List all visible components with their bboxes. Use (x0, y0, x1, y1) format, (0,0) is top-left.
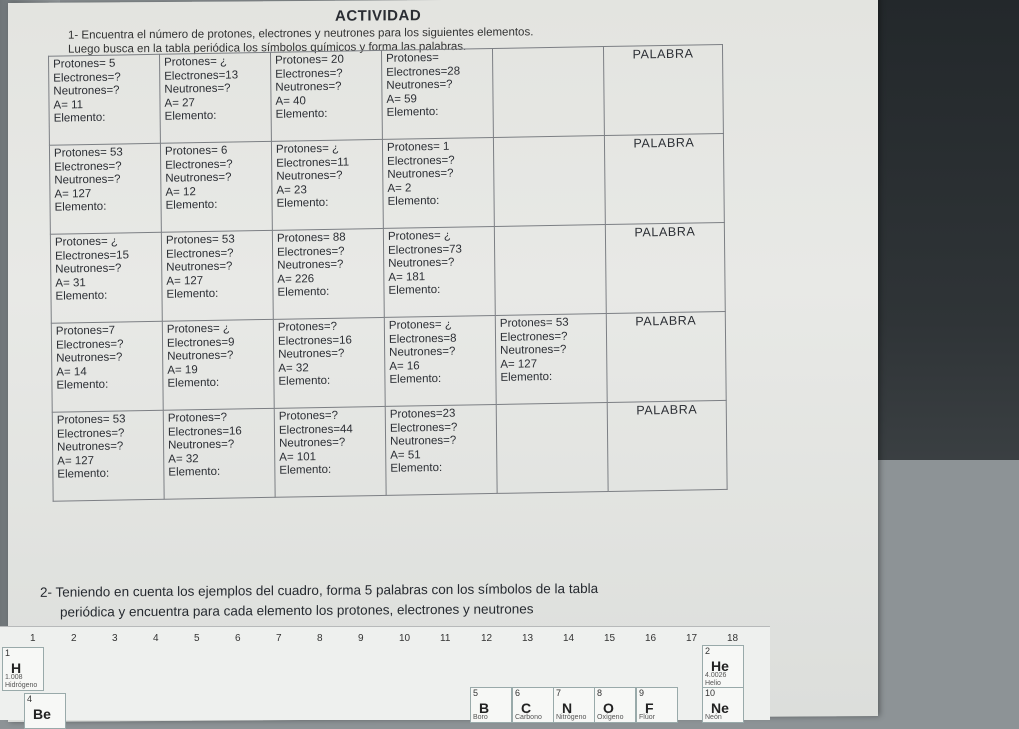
group-number: 5 (194, 633, 200, 644)
cell-line: A= 16 (389, 359, 420, 373)
cell-line: A= 101 (279, 450, 317, 464)
cell-line: Electrones=? (55, 337, 124, 352)
cell-line: Neutrones=? (166, 260, 233, 274)
cell-line: Neutrones=? (53, 84, 120, 98)
element-tile (24, 693, 66, 729)
element-cell (271, 139, 383, 230)
cell-line: Neutrones=? (164, 82, 231, 96)
word-cell: PALABRA (605, 222, 725, 313)
question-2 (40, 579, 598, 623)
cell-line: Protones=? (167, 411, 228, 425)
element-name: Helio (705, 680, 721, 687)
cell-line: Neutrones=? (54, 173, 121, 187)
element-cell (52, 410, 164, 501)
cell-line: Electrones=28 (386, 65, 461, 79)
element-tile (594, 687, 636, 723)
cell-line (497, 49, 599, 51)
cell-line: Protones= ¿ (387, 229, 451, 243)
cell-line: Electrones=? (166, 247, 234, 261)
cell-line: Protones= 6 (164, 144, 228, 158)
element-name: Boro (473, 714, 488, 721)
exercise-row (52, 400, 727, 501)
cell-line (497, 49, 599, 51)
element-num: 8 (597, 688, 603, 698)
cell-line: A= 127 (54, 187, 92, 201)
cell-line: Elemento: (166, 287, 219, 301)
cell-line: Protones= ¿ (164, 55, 228, 69)
cell-line: Elemento: (279, 463, 332, 477)
element-name: Carbono (515, 714, 542, 721)
element-mass: 1.008 (5, 674, 23, 681)
cell-line: A= 40 (275, 94, 306, 108)
group-number: 8 (317, 633, 323, 644)
cell-line (497, 49, 599, 51)
cell-line (499, 227, 601, 229)
cell-line: A= 23 (276, 183, 307, 197)
group-number: 11 (440, 633, 451, 644)
cell-line: Electrones=? (54, 159, 122, 174)
element-cell (51, 321, 163, 412)
element-name: Flúor (639, 714, 655, 721)
cell-line: Protones= 53 (499, 316, 569, 330)
element-tile (702, 687, 744, 723)
element-num: 7 (556, 688, 562, 698)
cell-line (501, 405, 603, 407)
cell-line: Electrones=44 (278, 422, 353, 437)
element-num: 6 (515, 688, 521, 698)
word-cell: PALABRA (604, 133, 724, 224)
element-tile (636, 687, 678, 723)
element-name: Oxígeno (597, 714, 624, 721)
cell-line: A= 59 (386, 92, 417, 106)
element-name: Hidrógeno (5, 682, 38, 689)
element-cell (381, 48, 493, 139)
element-cell (161, 230, 273, 321)
group-number: 4 (153, 633, 159, 644)
element-cell (492, 47, 604, 138)
element-name: Neón (705, 714, 722, 721)
cell-line: Elemento: (388, 283, 441, 297)
cell-line: Electrones=8 (388, 332, 457, 346)
element-cell (49, 54, 161, 145)
cell-line: Electrones=? (275, 67, 343, 81)
element-sym: He (711, 658, 729, 674)
group-number: 7 (276, 633, 282, 644)
cell-line: Neutrones=? (389, 345, 456, 359)
group-number: 13 (522, 633, 534, 644)
cell-line: Electrones=? (499, 330, 568, 344)
cell-line: Neutrones=? (278, 347, 345, 361)
cell-line (498, 138, 600, 140)
element-cell (162, 319, 274, 410)
cell-line: Protones= 53 (56, 413, 126, 427)
element-num: 10 (705, 688, 716, 698)
element-num: 2 (705, 646, 711, 656)
element-cell (382, 137, 494, 228)
element-cell (159, 52, 271, 143)
cell-line: A= 181 (388, 270, 426, 284)
cell-line: Electrones=? (165, 158, 233, 172)
element-sym: N (562, 700, 573, 716)
element-sym: H (11, 660, 22, 676)
cell-line: Electrones=? (277, 245, 345, 259)
cell-line: Protones= ¿ (166, 322, 230, 336)
cell-line: Neutrones=? (277, 258, 344, 272)
cell-line: A= 27 (164, 96, 195, 110)
cell-line: Protones=? (277, 320, 338, 334)
element-num: 4 (27, 694, 33, 704)
element-sym: O (603, 700, 614, 716)
cell-line: Neutrones=? (55, 262, 122, 276)
cell-line: Electrones=13 (164, 68, 239, 83)
cell-line: Electrones=9 (166, 336, 235, 350)
word-cell: PALABRA (607, 400, 727, 491)
cell-line: A= 12 (165, 185, 196, 199)
cell-line (501, 405, 603, 407)
cell-line: Protones= 88 (276, 231, 346, 245)
cell-line: Electrones=16 (277, 333, 352, 348)
cell-line: Neutrones=? (279, 436, 346, 450)
cell-line: Protones= ¿ (275, 142, 340, 156)
cell-line: Protones= ¿ (54, 235, 118, 249)
element-mass: 4.0026 (705, 672, 727, 679)
cell-line: A= 127 (57, 454, 95, 468)
cell-line (498, 138, 600, 140)
group-number: 2 (71, 633, 77, 644)
cell-line: Elemento: (167, 376, 220, 390)
cell-line: Electrones=? (53, 70, 121, 85)
element-name: Nitrógeno (556, 714, 587, 721)
element-sym: B (479, 700, 490, 716)
element-cell (383, 226, 495, 317)
cell-line: Elemento: (56, 378, 109, 392)
worksheet-title: ACTIVIDAD (335, 7, 422, 25)
group-number: 1 (30, 633, 36, 644)
element-cell (493, 136, 605, 227)
cell-line: Electrones=15 (55, 248, 130, 263)
cell-line (501, 405, 603, 407)
cell-line (499, 227, 601, 229)
exercise-row (49, 133, 724, 234)
cell-line: Elemento: (54, 200, 107, 214)
element-cell (160, 141, 272, 232)
element-tile (512, 687, 554, 723)
cell-line: Protones= (386, 51, 439, 65)
cell-line: Elemento: (275, 107, 328, 121)
cell-line: Electrones=73 (388, 243, 462, 257)
cell-line: A= 127 (166, 274, 204, 288)
cell-line: Neutrones=? (168, 438, 235, 452)
cell-line: Protones=? (278, 409, 339, 423)
element-cell (384, 315, 496, 406)
group-number: 10 (399, 633, 411, 644)
element-sym: Ne (711, 700, 729, 716)
cell-line (497, 49, 599, 51)
cell-line: A= 19 (167, 363, 198, 377)
cell-line: Protones= 53 (53, 146, 123, 160)
cell-line (497, 49, 599, 51)
exercise-table (48, 44, 728, 502)
element-num: 1 (5, 648, 11, 658)
cell-line: A= 31 (55, 276, 86, 290)
cell-line: Elemento: (389, 372, 442, 386)
cell-line: Neutrones=? (386, 78, 453, 92)
cell-line (499, 227, 601, 229)
cell-line: Electrones=? (389, 421, 458, 435)
element-cell (163, 408, 275, 499)
cell-line (499, 227, 601, 229)
exercise-row (50, 222, 725, 323)
cell-line: Protones=23 (389, 407, 456, 421)
cell-line: Elemento: (500, 370, 553, 384)
cell-line (498, 138, 600, 140)
cell-line: Elemento: (390, 461, 443, 475)
cell-line: A= 14 (56, 365, 87, 379)
cell-line: Elemento: (57, 467, 110, 481)
cell-line: Electrones=11 (276, 156, 350, 170)
cell-line: Neutrones=? (275, 80, 342, 94)
cell-line: Neutrones=? (167, 349, 234, 363)
element-cell (270, 50, 382, 141)
element-sym: F (645, 700, 654, 716)
group-number: 16 (645, 633, 657, 644)
intro-line-2: Luego busca en la tabla periódica los símbolos químicos y forma las palabras. (68, 40, 467, 56)
cell-line: Elemento: (164, 109, 217, 123)
element-cell (496, 403, 608, 494)
element-num: 5 (473, 688, 479, 698)
cell-line: A= 2 (387, 181, 412, 195)
cell-line: Elemento: (53, 111, 106, 125)
cell-line: Elemento: (277, 285, 330, 299)
element-cell (495, 314, 607, 405)
cell-line: A= 127 (500, 357, 538, 371)
cell-line: Elemento: (276, 196, 329, 210)
cell-line: A= 32 (278, 361, 309, 375)
word-cell: PALABRA (606, 311, 726, 402)
cell-line (501, 405, 603, 407)
cell-line: Neutrones=? (390, 434, 457, 448)
cell-line (498, 138, 600, 140)
cell-line: Electrones=? (56, 426, 125, 441)
group-number: 12 (481, 633, 493, 644)
cell-line (501, 405, 603, 407)
cell-line: Electrones=16 (167, 424, 242, 439)
element-num: 9 (639, 688, 645, 698)
cell-line: Protones= 5 (53, 57, 116, 71)
cell-line: Neutrones=? (165, 171, 232, 185)
element-cell (272, 228, 384, 319)
element-tile (470, 687, 512, 723)
exercise-row (51, 311, 726, 412)
element-cell (273, 317, 385, 408)
element-tile (2, 647, 44, 691)
cell-line: A= 226 (277, 272, 315, 286)
group-number: 3 (112, 633, 118, 644)
group-number: 9 (358, 633, 364, 644)
cell-line: Neutrones=? (276, 169, 343, 183)
exercise-row (49, 44, 724, 145)
group-number: 18 (727, 633, 739, 644)
cell-line: Elemento: (168, 465, 221, 479)
cell-line: Neutrones=? (387, 167, 454, 181)
group-number: 15 (604, 633, 616, 644)
element-tile (553, 687, 595, 723)
group-number: 14 (563, 633, 575, 644)
cell-line: A= 11 (53, 98, 84, 112)
question-2-line-2: periódica y encuentra para cada elemento los protones, electrones y neutrones (60, 601, 534, 620)
element-cell (49, 143, 161, 234)
element-cell (50, 232, 162, 323)
element-cell (274, 406, 386, 497)
element-cell (385, 404, 497, 495)
periodic-table-strip (0, 626, 770, 720)
worksheet-paper (8, 0, 878, 722)
cell-line: A= 32 (168, 452, 199, 466)
element-sym: C (521, 700, 532, 716)
question-2-line-1: 2- Teniendo en cuenta los ejemplos del cuadro, forma 5 palabras con los símbolos de la tabla (40, 580, 599, 600)
word-cell: PALABRA (603, 44, 723, 135)
intro-line-1: 1- Encuentra el número de protones, electrones y neutrones para los siguientes elementos. (68, 26, 534, 42)
cell-line: Protones= 1 (386, 140, 450, 154)
cell-line: Neutrones=? (56, 351, 123, 365)
cell-line: Elemento: (387, 194, 440, 208)
cell-line: Elemento: (386, 105, 439, 119)
cell-line: Neutrones=? (57, 440, 124, 454)
cell-line: Protones= 53 (165, 233, 235, 247)
cell-line (499, 227, 601, 229)
cell-line: Elemento: (55, 289, 108, 303)
cell-line: Neutrones=? (500, 343, 567, 357)
cell-line (498, 138, 600, 140)
cell-line: Elemento: (165, 198, 218, 212)
element-tile (702, 645, 744, 689)
cell-line: Protones=7 (55, 324, 116, 338)
cell-line: Neutrones=? (388, 256, 455, 270)
cell-line: A= 51 (390, 448, 421, 462)
element-cell (494, 225, 606, 316)
cell-line: Protones= ¿ (388, 318, 452, 332)
group-number: 6 (235, 633, 241, 644)
cell-line: Protones= 20 (275, 53, 344, 67)
cell-line: Elemento: (278, 374, 331, 388)
element-sym: Be (33, 706, 51, 722)
group-number: 17 (686, 633, 698, 644)
cell-line: Electrones=? (387, 154, 455, 168)
